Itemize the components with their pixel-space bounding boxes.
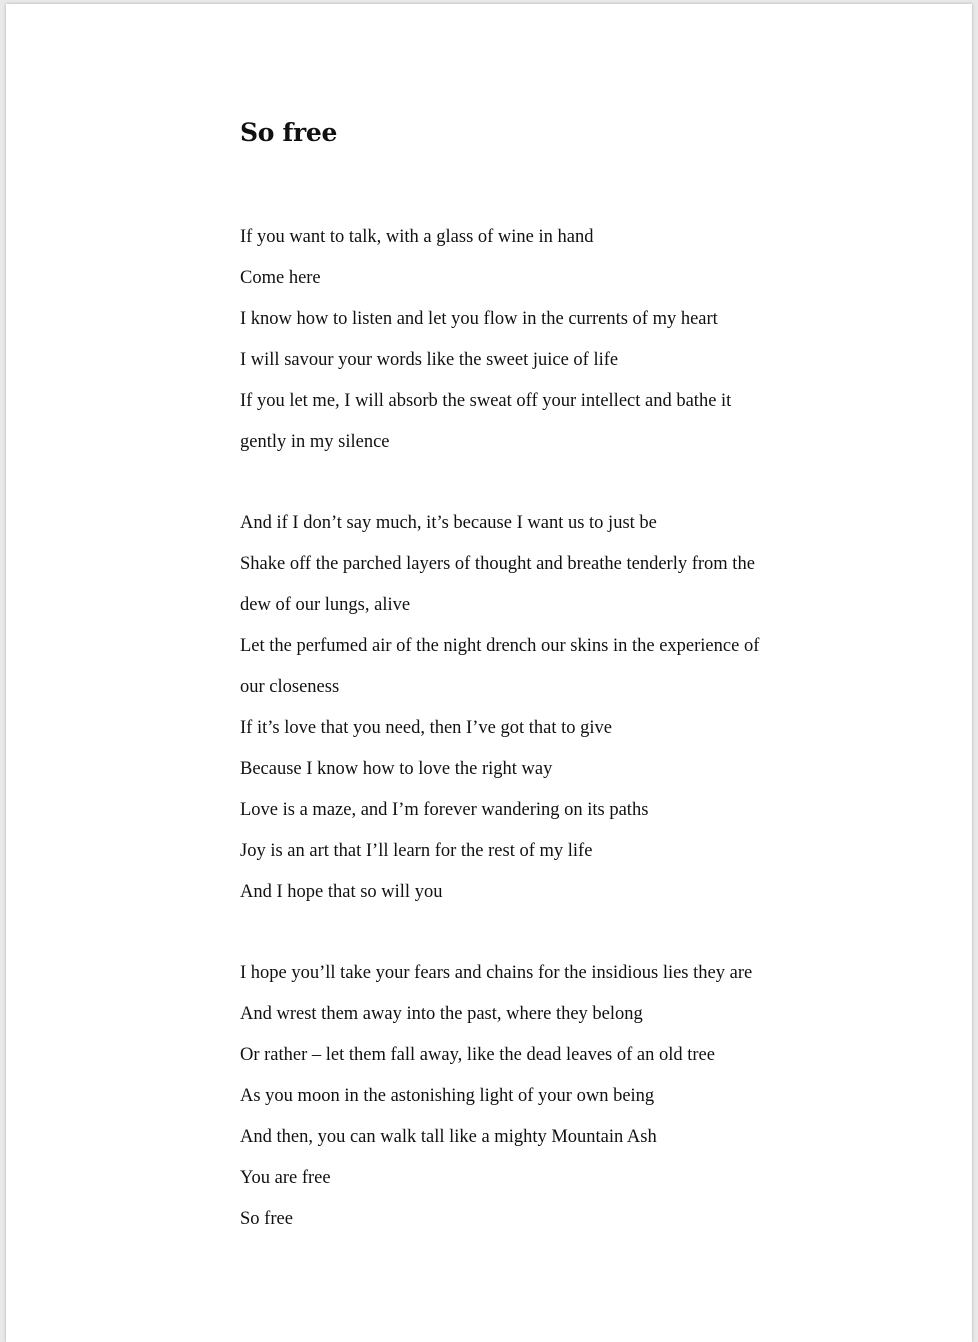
poem-line: I hope you’ll take your fears and chains for the insidious lies they are xyxy=(240,963,753,983)
stanza-break xyxy=(240,918,840,958)
poem-body xyxy=(240,222,840,1245)
poem-line: Let the perfumed air of the night drench our skins in the experience of xyxy=(240,636,760,656)
poem-line: our closeness xyxy=(240,677,340,697)
poem-line: If you want to talk, with a glass of wine in hand xyxy=(240,227,594,247)
stanza-2 xyxy=(240,508,840,918)
poem-line: gently in my silence xyxy=(240,432,390,452)
poem-line: As you moon in the astonishing light of your own being xyxy=(240,1086,655,1106)
poem-line: Love is a maze, and I’m forever wandering on its paths xyxy=(240,800,649,820)
poem-line: Because I know how to love the right way xyxy=(240,759,553,779)
poem-line: Joy is an art that I’ll learn for the rest of my life xyxy=(240,841,593,861)
poem-title: So free xyxy=(240,118,338,147)
poem-line: And I hope that so will you xyxy=(240,882,443,902)
poem-line: I will savour your words like the sweet juice of life xyxy=(240,350,619,370)
poem-line: Shake off the parched layers of thought and breathe tenderly from the xyxy=(240,554,755,574)
poem-line: And if I don’t say much, it’s because I want us to just be xyxy=(240,513,657,533)
poem-line: Or rather – let them fall away, like the dead leaves of an old tree xyxy=(240,1045,715,1065)
document-page xyxy=(6,4,972,1342)
poem-line: I know how to listen and let you flow in the currents of my heart xyxy=(240,309,718,329)
poem-line: If you let me, I will absorb the sweat off your intellect and bathe it xyxy=(240,391,732,411)
poem-line: So free xyxy=(240,1209,293,1229)
poem-line: Come here xyxy=(240,268,321,288)
poem-line: And wrest them away into the past, where they belong xyxy=(240,1004,643,1024)
poem-line: dew of our lungs, alive xyxy=(240,595,411,615)
poem-line: If it’s love that you need, then I’ve got that to give xyxy=(240,718,612,738)
stanza-1 xyxy=(240,222,840,468)
poem-line: You are free xyxy=(240,1168,331,1188)
poem-line: And then, you can walk tall like a mighty Mountain Ash xyxy=(240,1127,657,1147)
stanza-3 xyxy=(240,958,840,1245)
stanza-break xyxy=(240,468,840,508)
